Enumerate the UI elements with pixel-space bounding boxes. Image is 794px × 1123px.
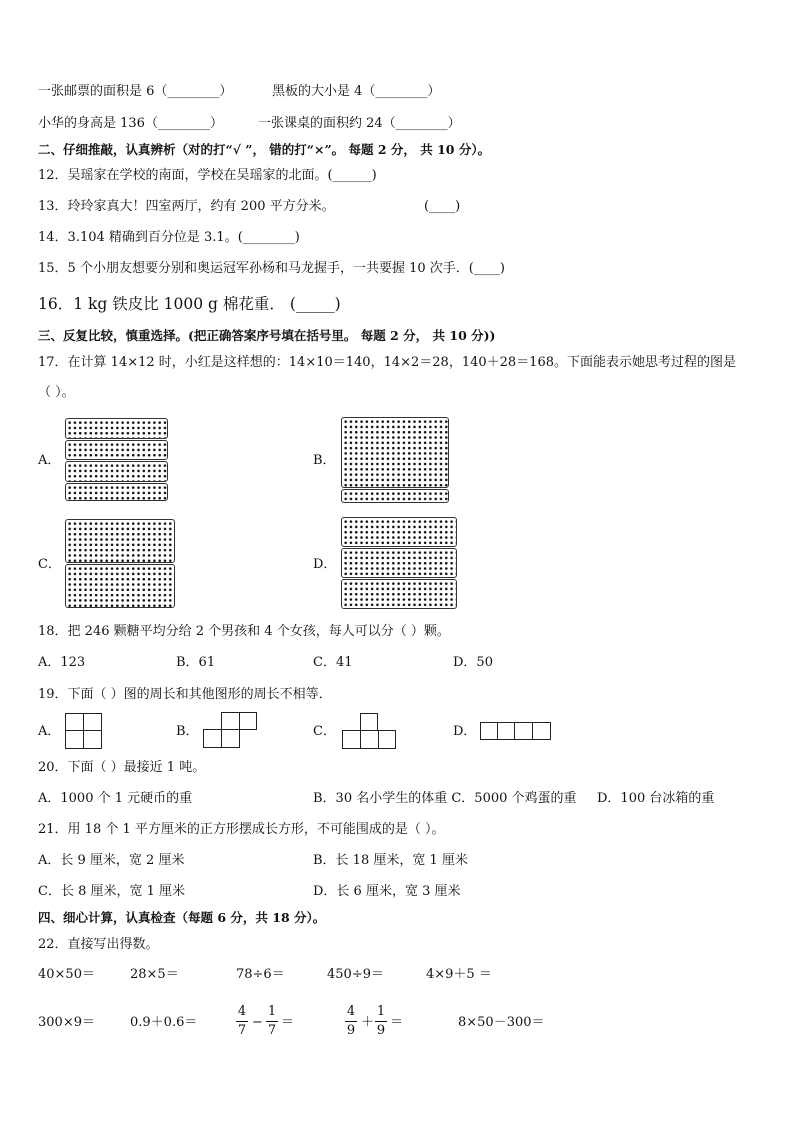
q19-option-b-label: B．	[176, 724, 199, 739]
q20-option-a: A．1000 个 1 元硬币的重	[38, 791, 193, 806]
q21-option-d: D．长 6 厘米，宽 3 厘米	[313, 884, 461, 899]
fill-in-stamp-area: 一张邮票的面积是 6（________）	[38, 84, 233, 99]
q17-option-c-label: C．	[38, 557, 61, 572]
q20-option-b-c: B．30 名小学生的体重 C．5000 个鸡蛋的重	[313, 791, 577, 806]
q18-option-b: B．61	[176, 655, 216, 670]
question-19: 19．下面（ ）图的周长和其他图形的周长不相等．	[38, 687, 332, 702]
q21-option-b: B．长 18 厘米，宽 1 厘米	[313, 853, 468, 868]
fill-in-height: 小华的身高是 136（________）	[38, 116, 223, 131]
calc-item: 78÷6＝	[236, 967, 285, 982]
question-15: 15．5 个小朋友想要分别和奥运冠军孙杨和马龙握手，一共要握 10 次手．(____)	[38, 261, 505, 276]
q18-option-a: A．123	[38, 655, 86, 670]
question-17-blank: （ ）。	[38, 385, 75, 400]
q17-option-b-label: B．	[313, 453, 336, 468]
calc-item: 40×50＝	[38, 967, 95, 982]
fill-in-blackboard-size: 黑板的大小是 4（________）	[272, 84, 441, 99]
fill-in-desk-area: 一张课桌的面积约 24（________）	[258, 116, 461, 131]
question-16: 16．1 kg 铁皮比 1000 g 棉花重． (_____)	[38, 295, 341, 313]
calc-item: 450÷9＝	[327, 967, 384, 982]
section-4-heading: 四、细心计算，认真检查（每题 6 分，共 18 分）。	[38, 910, 326, 925]
question-17: 17．在计算 14×12 时，小红是这样想的：14×10＝140，14×2＝28，140＋28＝168。下面能表示她思考过程的图是	[38, 355, 736, 370]
q19-option-c-label: C．	[313, 724, 336, 739]
calc-item: 28×5＝	[130, 967, 179, 982]
calc-item: 300×9＝	[38, 1015, 95, 1030]
calc-item: 4×9＋5 ＝	[426, 967, 492, 982]
q20-option-d: D．100 台冰箱的重	[597, 791, 715, 806]
q17-option-a-label: A．	[38, 453, 61, 468]
question-22: 22．直接写出得数。	[38, 937, 159, 952]
q21-option-c: C．长 8 厘米，宽 1 厘米	[38, 884, 186, 899]
q21-option-a: A．长 9 厘米，宽 2 厘米	[38, 853, 185, 868]
q19-option-d-label: D．	[453, 724, 477, 739]
question-18: 18．把 246 颗糖平均分给 2 个男孩和 4 个女孩，每人可以分（ ）颗。	[38, 624, 450, 639]
q17-option-d-label: D．	[313, 557, 337, 572]
question-12: 12．吴瑶家在学校的南面，学校在吴瑶家的北面。(______)	[38, 168, 377, 183]
question-13-blank: (____)	[424, 199, 461, 214]
q18-option-d: D．50	[453, 655, 493, 670]
question-20: 20．下面（ ）最接近 1 吨。	[38, 760, 206, 775]
q18-option-c: C．41	[313, 655, 353, 670]
section-3-heading: 三、反复比较，慎重选择。(把正确答案序号填在括号里。 每题 2 分， 共 10 分))	[38, 328, 496, 343]
calc-item: 0.9＋0.6＝	[130, 1015, 198, 1030]
q19-option-a-label: A．	[38, 724, 61, 739]
question-14: 14．3.104 精确到百分位是 3.1。(________)	[38, 230, 300, 245]
question-21: 21．用 18 个 1 平方厘米的正方形摆成长方形，不可能围成的是（ ）。	[38, 822, 445, 837]
calc-item: 8×50－300＝	[458, 1015, 545, 1030]
section-2-heading: 二、仔细推敲，认真辨析（对的打“√ ”， 错的打“×”。 每题 2 分， 共 10 分）。	[38, 142, 491, 157]
question-13: 13．玲玲家真大！四室两厅，约有 200 平方分米。	[38, 199, 335, 214]
